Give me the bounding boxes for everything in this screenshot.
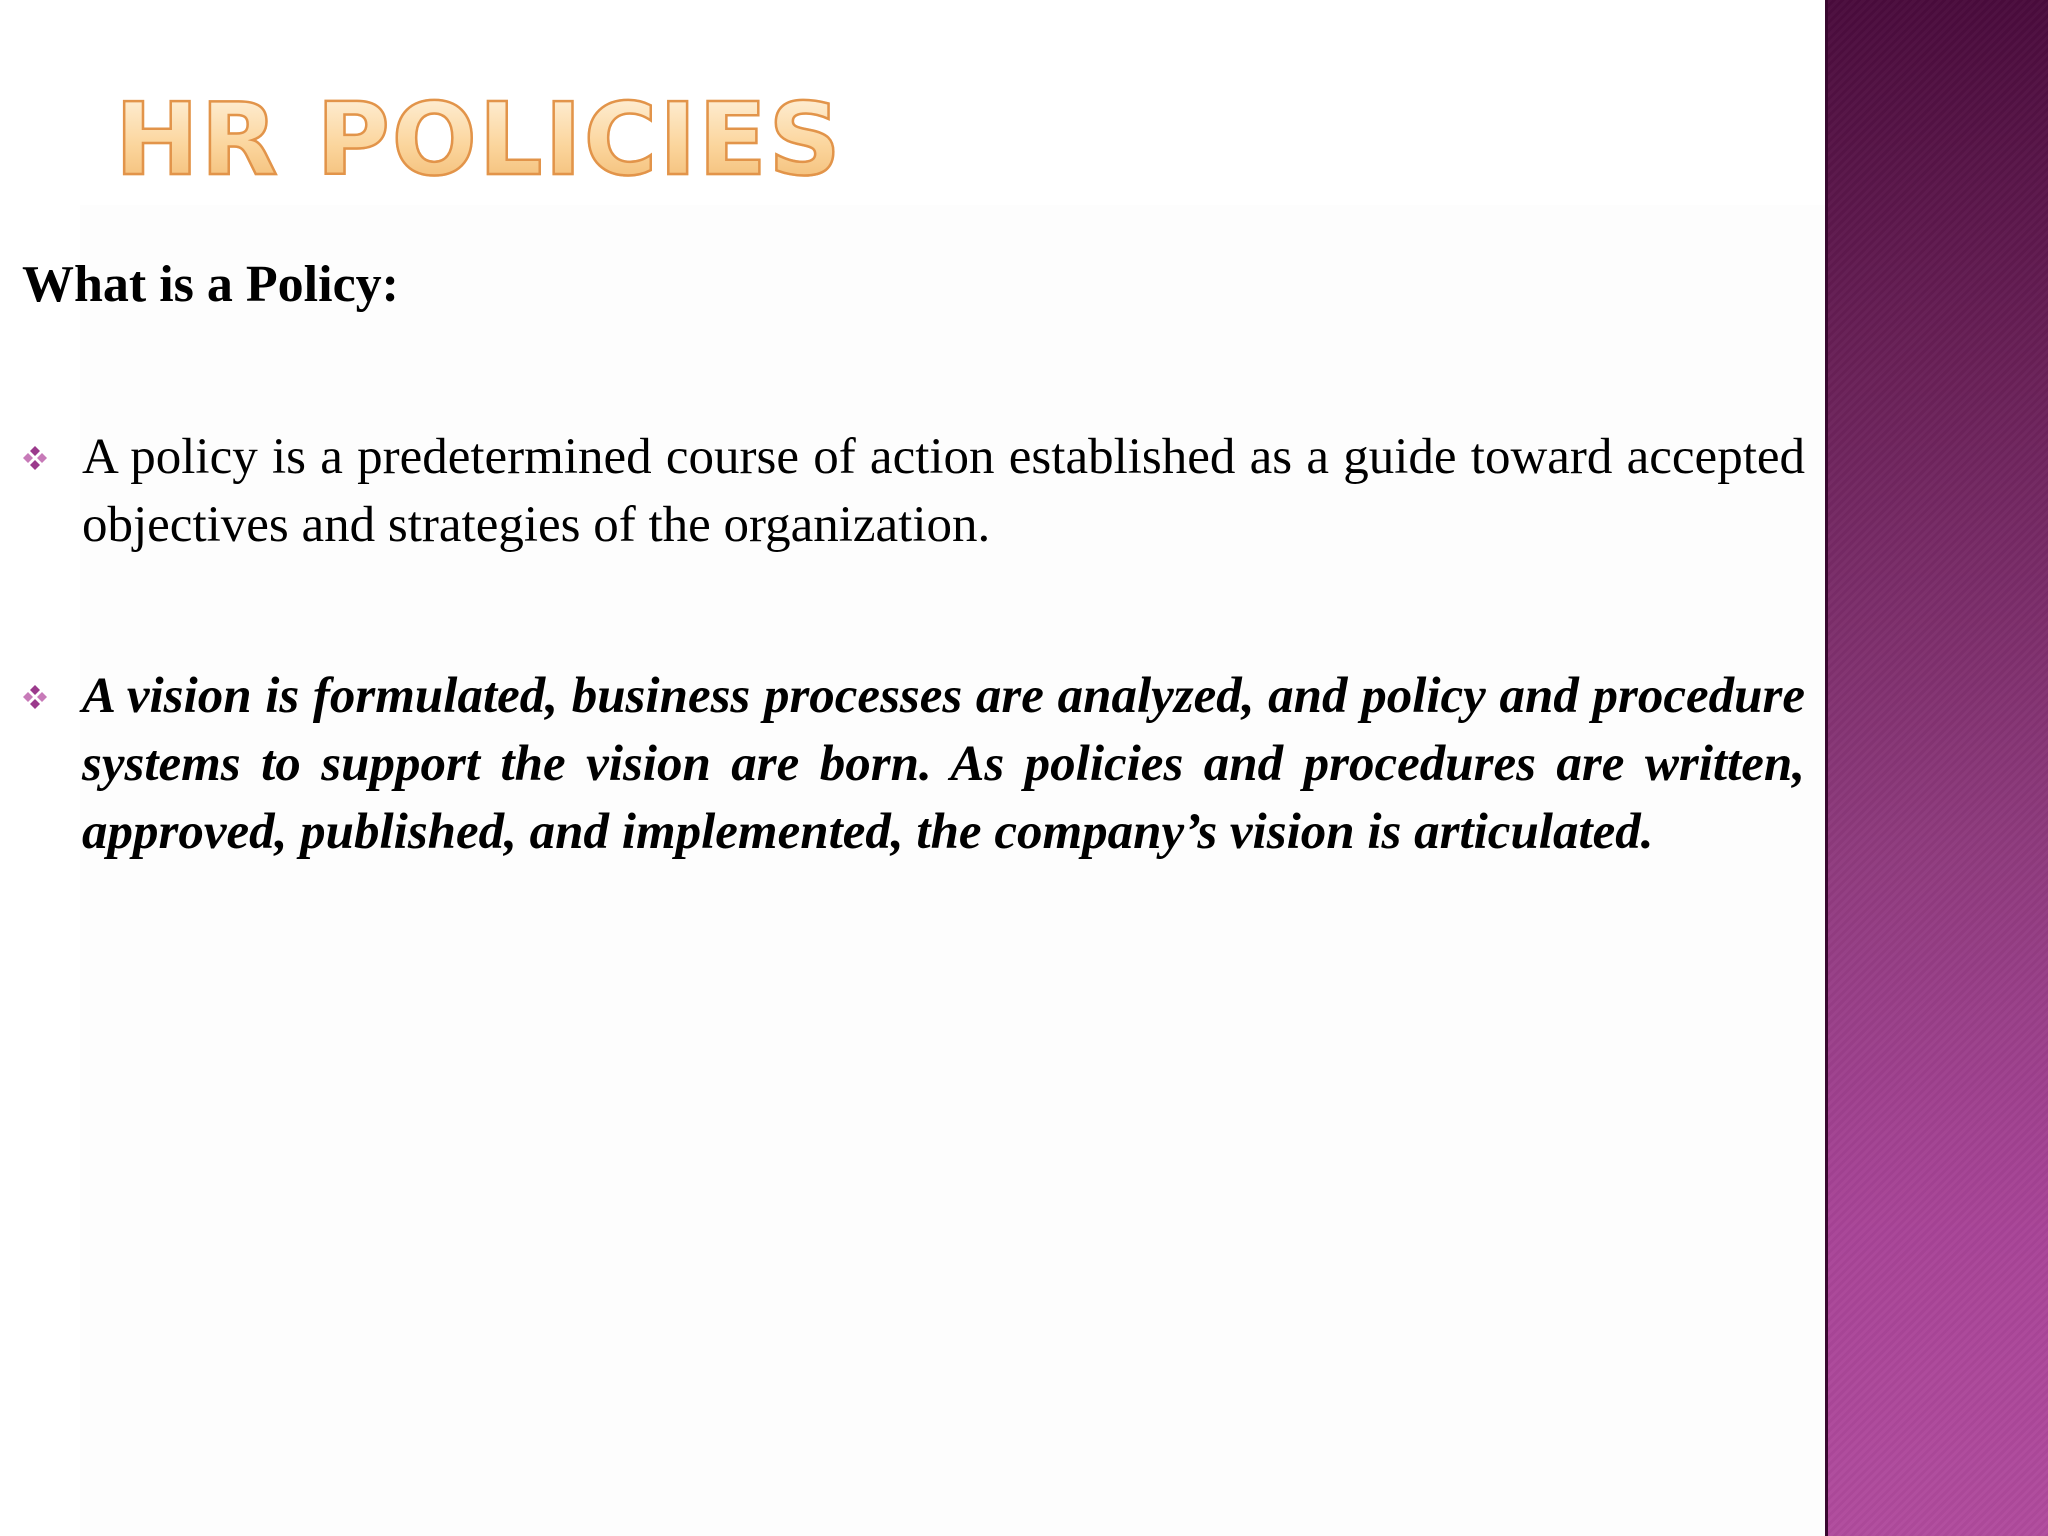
bullet-item-vision	[22, 662, 1805, 866]
bullet-item-policy-definition	[22, 423, 1805, 559]
slide-title: HR POLICIES	[115, 81, 843, 198]
bullet-text: A policy is a predetermined course of action established as a guide toward accepted objectives and strategies of the organization.	[82, 429, 1805, 553]
section-heading: What is a Policy:	[22, 256, 399, 313]
bullet-text: A vision is formulated, business processes are analyzed, and policy and procedure systems to support the vision are born. As policies and procedures are written, approved, published, and implemented, the company’s vision is articulated.	[82, 668, 1805, 860]
sidebar-texture	[1828, 0, 2048, 1536]
decorative-sidebar	[1825, 0, 2048, 1536]
diamond-bullet-icon	[22, 445, 48, 471]
diamond-bullet-icon	[22, 684, 48, 710]
content-panel	[80, 205, 1825, 1536]
